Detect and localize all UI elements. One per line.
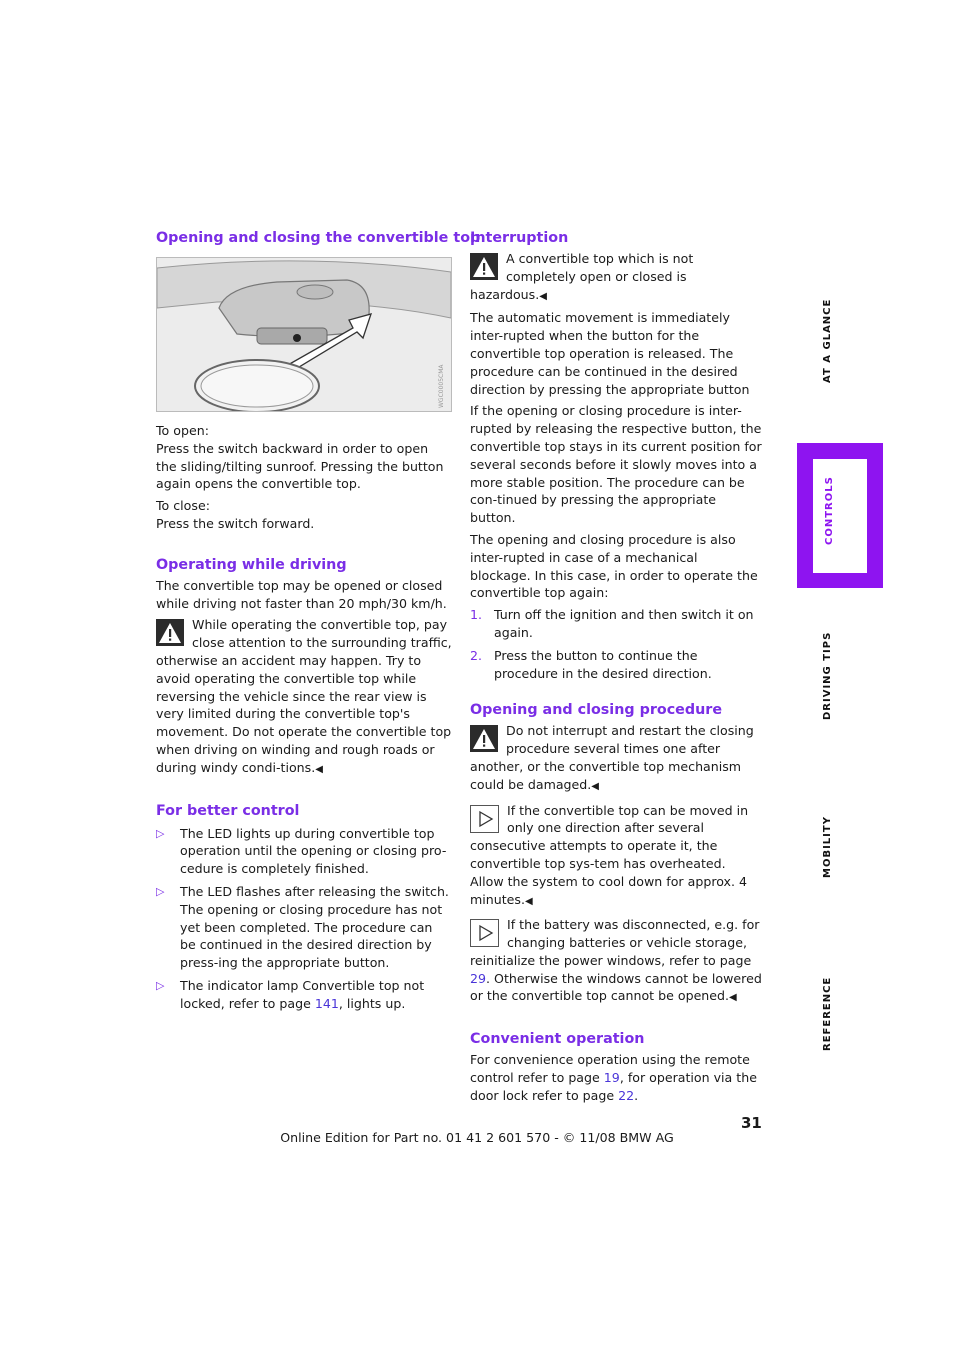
info-note: If the battery was disconnected, e.g. for changing batteries or vehicle storage, reinitialize the power windows, refer to page 29. Otherwise the windows cannot be lowered or the convertible top cannot be opened.◀ — [470, 917, 762, 1004]
list-item: ▷ The indicator lamp Convertible top not locked, refer to page 141, lights up. — [156, 977, 425, 1011]
close-text: Press the switch forward. — [156, 515, 315, 531]
triangle-bullet-icon: ▷ — [156, 826, 165, 840]
section-heading: Opening and closing procedure — [470, 702, 723, 719]
paragraph: The opening and closing procedure is also inter-rupted in case of a mechanical blockage. In this case, in order to operate the convertible top again: — [470, 531, 758, 601]
list-item: ▷ The LED lights up during convertible top operation until the opening or closing pro-cedure is completely finished. — [156, 825, 447, 877]
section-heading: Operating while driving — [156, 556, 347, 573]
section-heading: Interruption — [470, 230, 569, 246]
list-item: 2. Press the button to continue the procedure in the desired direction. — [470, 647, 712, 681]
paragraph: If the opening or closing procedure is inter-rupted by releasing the respective button, the convertible top stays in its current position for several seconds before it slowly moves into a more stable position. The procedure can be con-tinued by pressing the appropriate button. — [470, 403, 762, 526]
warning-note — [470, 250, 762, 305]
paragraph: The automatic movement is immediately inter-rupted when the button for the convertible top operation is released. The procedure can be continued in the desired direction by pressing the appropriate button — [470, 310, 750, 397]
warning-text: Do not interrupt and restart the closing procedure several times one after another, or the convertible top mechanism could be damaged. — [470, 723, 754, 792]
info-text: If the convertible top can be moved in only one direction after several consecutive attempts to operate it, the convertible top sys-tem has overheated. Allow the system to cool down for approx. 4 minutes. — [470, 802, 749, 907]
paragraph: For convenience operation using the remote control refer to page 19, for operation via the door lock refer to page 22. — [470, 1052, 757, 1103]
list-item: 1. Turn off the ignition and then switch it on again. — [470, 607, 754, 640]
tab-reference[interactable]: REFERENCE — [822, 976, 833, 1051]
open-label: To open: — [156, 423, 209, 438]
page-number: 31 — [741, 1114, 762, 1132]
end-mark-icon: ◀ — [524, 895, 533, 907]
tab-driving-tips[interactable]: DRIVING TIPS — [822, 631, 833, 720]
triangle-bullet-icon: ▷ — [156, 884, 165, 898]
info-triangle-icon — [470, 919, 499, 947]
info-note — [470, 802, 762, 911]
bullet-list — [156, 825, 452, 1013]
tab-at-a-glance[interactable]: AT A GLANCE — [822, 298, 833, 383]
end-mark-icon: ◀ — [591, 780, 599, 792]
warning-text: While operating the convertible top, pay close attention to the surrounding traffic, otherwise an accident may happen. Try to avoid operating the convertible top while reversing the vehicle since the rear view is very limited during the convertible top's movement. Do not operate the convertible top when driving on winding and rough roads or during windy condi-tions. — [156, 617, 452, 775]
warning-note — [156, 616, 452, 778]
driving-text: The convertible top may be opened or closed while driving not faster than 20 mph/30 km/h. — [156, 577, 447, 611]
page-link[interactable]: 141 — [314, 995, 339, 1011]
end-mark-icon: ◀ — [315, 763, 323, 775]
tab-controls[interactable]: CONTROLS — [824, 476, 835, 545]
overhead-console-illustration — [157, 258, 451, 411]
active-tab-block — [797, 443, 883, 588]
page-link[interactable]: 22 — [618, 1087, 635, 1103]
figure-code: WGC0005CMA — [438, 364, 445, 408]
triangle-bullet-icon: ▷ — [156, 978, 165, 992]
right-column — [470, 228, 762, 1105]
warning-icon — [470, 253, 498, 280]
page-link[interactable]: 19 — [603, 1070, 620, 1086]
list-item: ▷ The LED flashes after releasing the switch. The opening or closing procedure has not yet been completed. The procedure can be continued in the desired direction by press-ing the appropriate button. — [156, 883, 449, 971]
warning-icon — [470, 725, 498, 752]
section-heading: Opening and closing the convertible top — [156, 230, 481, 246]
info-triangle-icon — [470, 805, 499, 833]
footer-text: Online Edition for Part no. 01 41 2 601 570 - © 11/08 BMW AG — [280, 1130, 674, 1145]
open-text: Press the switch backward in order to open the sliding/tilting sunroof. Pressing the button again opens the convertible top. — [156, 440, 444, 492]
warning-note — [470, 722, 762, 795]
warning-text: A convertible top which is not completely open or closed is hazardous. — [470, 251, 694, 302]
section-heading: Convenient operation — [470, 1031, 645, 1048]
numbered-list — [470, 606, 762, 682]
warning-icon — [156, 619, 184, 646]
end-mark-icon: ◀ — [539, 290, 547, 302]
close-label: To close: — [156, 498, 210, 514]
section-heading: For better control — [156, 802, 300, 819]
tab-mobility[interactable]: MOBILITY — [822, 816, 833, 878]
page-link[interactable]: 29 — [470, 970, 487, 986]
convertible-switch-figure — [156, 257, 452, 412]
end-mark-icon: ◀ — [729, 992, 737, 1004]
chapter-sidebar — [797, 0, 887, 1350]
